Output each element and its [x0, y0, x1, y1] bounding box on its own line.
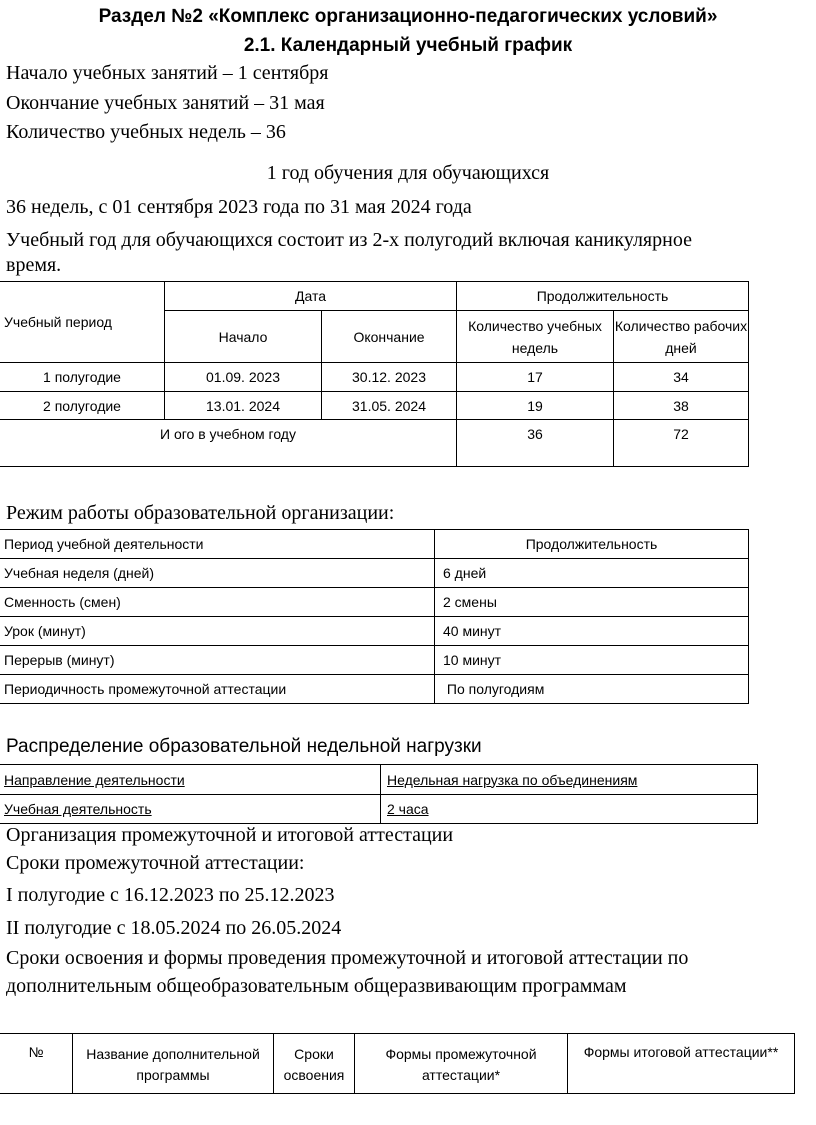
table-row: [0, 588, 749, 617]
row-weeks: 17: [457, 363, 614, 392]
programs-table: [0, 1033, 795, 1094]
load-heading: Распределение образовательной недельной нагрузки: [6, 736, 482, 757]
section-title: Раздел №2 «Комплекс организационно-педагогических условий»: [98, 6, 718, 27]
row-start: 01.09. 2023: [165, 363, 322, 392]
mode-col2-header: Продолжительность: [435, 530, 749, 559]
period-header: Учебный период: [0, 282, 165, 363]
attestation-line4: II полугодие с 18.05.2024 по 26.05.2024: [6, 917, 342, 939]
attestation-line2: Сроки промежуточной аттестации:: [6, 852, 305, 874]
row-end: 31.05. 2024: [322, 392, 457, 420]
days-header: Количество рабочих дней: [614, 311, 749, 363]
programs-interim-header: Формы промежуточной аттестации*: [355, 1034, 568, 1094]
mode-label: Периодичность промежуточной аттестации: [0, 675, 435, 704]
attestation-line1: Организация промежуточной и итоговой аттестации: [6, 824, 454, 846]
table-row: [0, 392, 749, 420]
weeks-header: Количество учебных недель: [457, 311, 614, 363]
total-label: И ого в учебном году: [0, 420, 457, 467]
weeks-count-line: Количество учебных недель – 36: [6, 121, 286, 143]
table-row: [0, 559, 749, 588]
structure-line-cont: время.: [6, 254, 62, 276]
load-table: [0, 764, 758, 824]
mode-col1-header: Период учебной деятельности: [0, 530, 435, 559]
row-days: 38: [614, 392, 749, 420]
page-subtitle: 2.1. Календарный учебный график: [243, 35, 573, 56]
mode-label: Урок (минут): [0, 617, 435, 646]
row-end: 30.12. 2023: [322, 363, 457, 392]
row-days: 34: [614, 363, 749, 392]
structure-line: Учебный год для обучающихся состоит из 2-х полугодий включая каникулярное: [6, 229, 692, 251]
mode-value: 6 дней: [435, 559, 749, 588]
end-header: Окончание: [322, 311, 457, 363]
start-header: Начало: [165, 311, 322, 363]
load-row-value: 2 часа: [381, 795, 758, 824]
mode-table: [0, 529, 749, 704]
schedule-table: [0, 281, 749, 467]
table-row: [0, 795, 758, 824]
programs-terms-header: Сроки освоения: [274, 1034, 355, 1094]
start-date-line: Начало учебных занятий – 1 сентября: [6, 62, 329, 84]
attestation-line5: Сроки освоения и формы проведения промежуточной и итоговой аттестации по: [6, 947, 689, 969]
mode-value: 2 смены: [435, 588, 749, 617]
date-header: Дата: [165, 282, 457, 311]
mode-heading: Режим работы образовательной организации:: [6, 502, 395, 524]
duration-header: Продолжительность: [457, 282, 749, 311]
load-col2-header: Недельная нагрузка по объединениям: [381, 765, 758, 795]
attestation-line3: I полугодие с 16.12.2023 по 25.12.2023: [6, 884, 335, 906]
total-days: 72: [614, 420, 749, 467]
year-heading: 1 год обучения для обучающихся: [266, 162, 550, 184]
attestation-line6: дополнительным общеобразовательным общеразвивающим программам: [6, 975, 627, 997]
mode-value: 40 минут: [435, 617, 749, 646]
table-row: [0, 617, 749, 646]
load-col1-header: Направление деятельности: [0, 765, 381, 795]
row-period: 1 полугодие: [0, 363, 165, 392]
mode-label: Сменность (смен): [0, 588, 435, 617]
period-line: 36 недель, с 01 сентября 2023 года по 31 мая 2024 года: [6, 196, 472, 218]
table-row: [0, 363, 749, 392]
programs-num-header: №: [0, 1034, 73, 1094]
mode-value: По полугодиям: [435, 675, 749, 704]
programs-final-header: Формы итоговой аттестации**: [568, 1034, 795, 1094]
table-row: [0, 675, 749, 704]
row-start: 13.01. 2024: [165, 392, 322, 420]
total-row: [0, 420, 749, 467]
row-period: 2 полугодие: [0, 392, 165, 420]
mode-label: Учебная неделя (дней): [0, 559, 435, 588]
load-row-label: Учебная деятельность: [0, 795, 381, 824]
mode-label: Перерыв (минут): [0, 646, 435, 675]
row-weeks: 19: [457, 392, 614, 420]
total-weeks: 36: [457, 420, 614, 467]
mode-value: 10 минут: [435, 646, 749, 675]
end-date-line: Окончание учебных занятий – 31 мая: [6, 92, 325, 114]
table-row: [0, 646, 749, 675]
programs-name-header: Название дополнительной программы: [73, 1034, 274, 1094]
